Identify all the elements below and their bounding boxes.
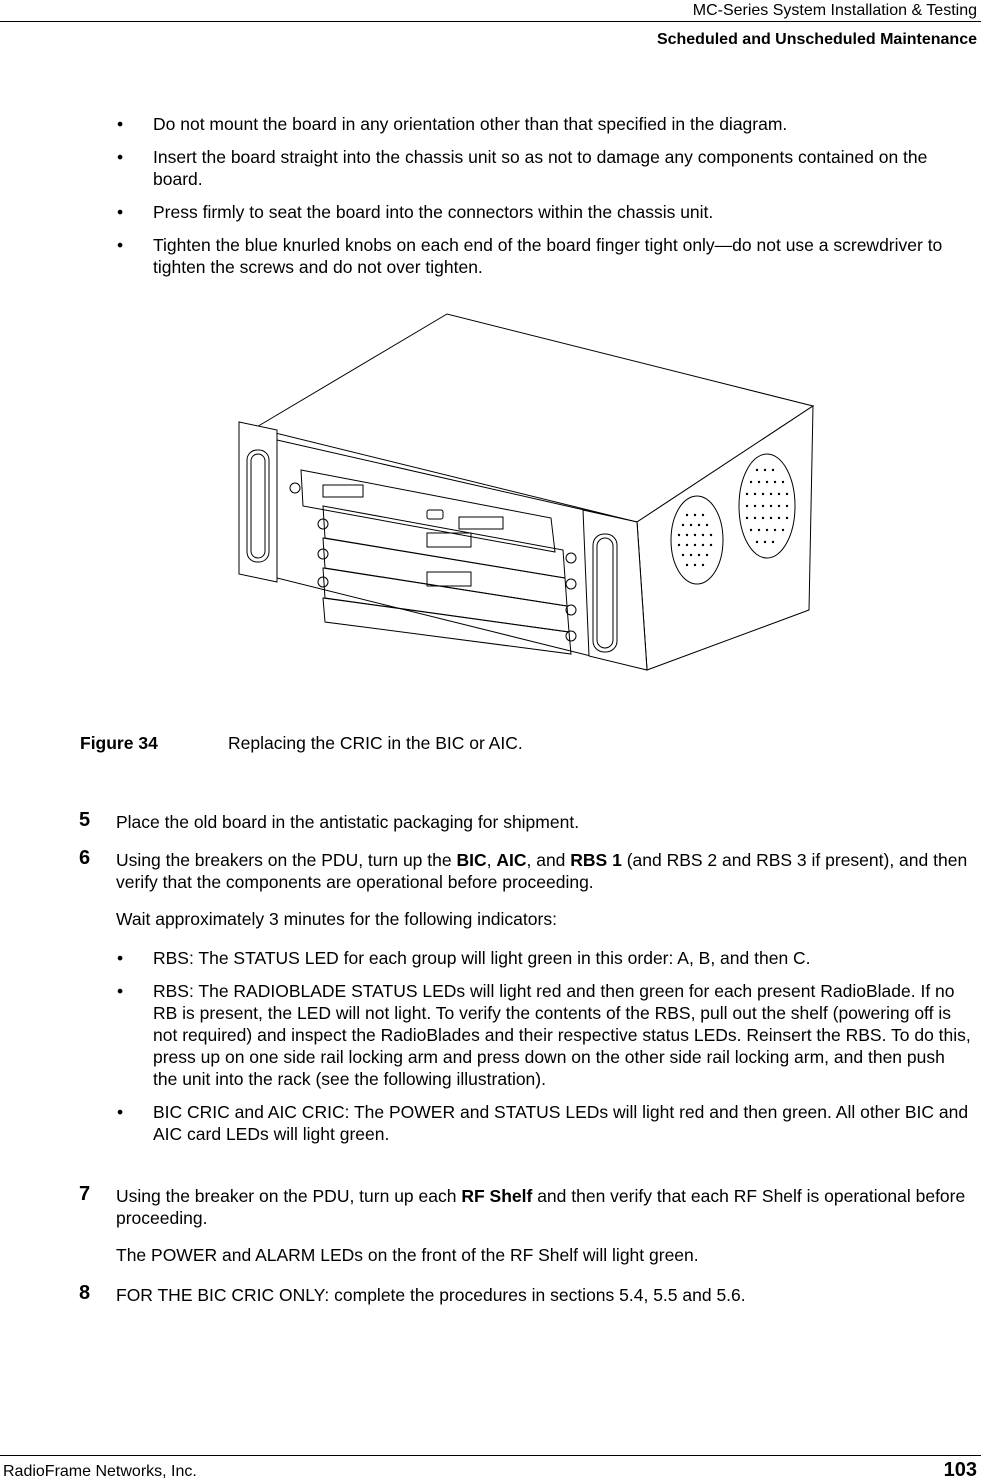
figure-label: Figure 34 xyxy=(80,733,158,753)
header-rule xyxy=(0,21,981,22)
bullet-icon: • xyxy=(117,147,124,167)
wait-note: Wait approximately 3 minutes for the following indicators: xyxy=(116,909,557,929)
running-header-title: MC-Series System Installation & Testing xyxy=(692,2,977,19)
figure-caption xyxy=(80,732,523,754)
running-header-section: Scheduled and Unscheduled Maintenance xyxy=(656,31,977,48)
rf-shelf-note: The POWER and ALARM LEDs on the front of the RF Shelf will light green. xyxy=(116,1245,699,1265)
footer-rule xyxy=(0,1455,981,1456)
list-item: • Do not mount the board in any orientation other than that specified in the diagram. xyxy=(117,114,788,134)
bullet-icon: • xyxy=(117,235,124,255)
bullet-icon: • xyxy=(117,202,124,222)
list-item: • BIC CRIC and AIC CRIC: The POWER and STATUS LEDs will light red and then green. All other BIC and AIC card LEDs will light green. xyxy=(117,1102,969,1144)
list-item: • Press firmly to seat the board into the connectors within the chassis unit. xyxy=(117,202,714,222)
bullet-icon: • xyxy=(117,981,124,1001)
step-7 xyxy=(79,1185,974,1229)
step-number: 5 xyxy=(79,809,91,831)
figure-caption-text: Replacing the CRIC in the BIC or AIC. xyxy=(228,733,523,753)
step-number: 6 xyxy=(79,847,91,869)
step-number: 8 xyxy=(79,1282,91,1304)
footer-company: RadioFrame Networks, Inc. xyxy=(3,1463,197,1480)
step-6 xyxy=(79,849,974,893)
installation-precautions-list xyxy=(117,113,977,289)
step-text: Using the breakers on the PDU, turn up the BIC, AIC, and RBS 1 (and RBS 2 and RBS 3 if present), and then verify that the components are operational before proceeding. xyxy=(116,850,968,892)
list-item: • RBS: The STATUS LED for each group will light green in this order: A, B, and then C. xyxy=(117,948,811,968)
step-text: FOR THE BIC CRIC ONLY: complete the procedures in sections 5.4, 5.5 and 5.6. xyxy=(116,1285,746,1305)
step-5 xyxy=(79,811,974,833)
indicator-list xyxy=(117,947,973,1156)
chassis-illustration xyxy=(237,310,817,682)
step-text: Using the breaker on the PDU, turn up each RF Shelf and then verify that each RF Shelf is operational before proceeding. xyxy=(116,1186,966,1228)
list-item: • RBS: The RADIOBLADE STATUS LEDs will light red and then green for each present RadioBlade. If no RB is present, the LED will not light. To verify the contents of the RBS, pull out the shelf (powering off is not required) and inspect the RadioBlades and their respective status LEDs. Reinsert the RBS. To do this, press up on one side rail locking arm and press down on the other side rail locking arm, and then push the unit into the rack (see the following illustration). xyxy=(117,981,971,1089)
chassis-line-drawing xyxy=(237,310,817,682)
bullet-icon: • xyxy=(117,948,124,968)
page-number: 103 xyxy=(943,1459,977,1481)
bullet-icon: • xyxy=(117,114,124,134)
list-item: • Insert the board straight into the chassis unit so as not to damage any components contained on the board. xyxy=(117,147,928,189)
bullet-icon: • xyxy=(117,1102,124,1122)
list-item: • Tighten the blue knurled knobs on each end of the board finger tight only—do not use a screwdriver to tighten the screws and do not over tighten. xyxy=(117,235,943,277)
step-number: 7 xyxy=(79,1183,91,1205)
step-text: Place the old board in the antistatic packaging for shipment. xyxy=(116,812,580,832)
step-8 xyxy=(79,1284,974,1306)
